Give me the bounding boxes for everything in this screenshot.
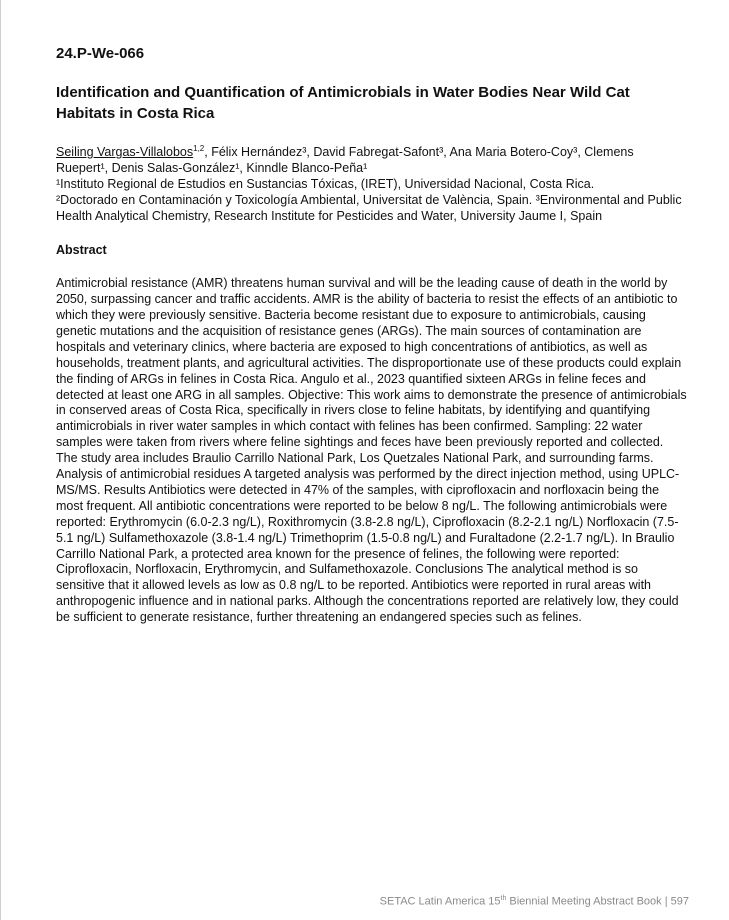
footer-book-title-rest: Biennial Meeting Abstract Book — [506, 895, 662, 908]
page-number: 597 — [670, 895, 689, 908]
presenting-author: Seiling Vargas-Villalobos — [56, 145, 194, 160]
footer-book-title: SETAC Latin America 15 — [379, 895, 501, 908]
coauthors: , Félix Hernández³, David Fabregat-Safont³, Ana Maria Botero-Coy³, Clemens Ruepert¹, Denis Salas-González¹, Kinndle Blanco-Peña¹ — [56, 145, 634, 176]
affiliation-line-2: ²Doctorado en Contaminación y Toxicología Ambiental, Universitat de València, Spain. ³Environmental and Public Health Analytical Chemistry, Research Institute for Pesticides and Water, University Jaume I, Spain — [56, 193, 682, 224]
affiliation-line-1: ¹Instituto Regional de Estudios en Sustancias Tóxicas, (IRET), Universidad Nacional, Costa Rica. — [56, 177, 595, 192]
abstract-body: Antimicrobial resistance (AMR) threatens human survival and will be the leading cause of death in the world by 2050, surpassing cancer and traffic accidents. AMR is the ability of bacteria to resist the effects of an antibiotic to which they were previously sensitive. Bacteria become resistant due to exposure to antimicrobials, causing genetic mutations and the acquisition of resistance genes (ARGs). The main sources of contamination are hospitals and veterinary clinics, where bacteria are exposed to high concentrations of antibiotics, as well as households, treatment plants, and agricultural activities. The disproportionate use of these products could explain the finding of ARGs in felines in Costa Rica. Angulo et al., 2023 quantified sixteen ARGs in feline feces and detected at least one ARG in all samples. Objective: This work aims to demonstrate the presence of antimicrobials in conserved areas of Costa Rica, specifically in rivers close to feline habitats, by identifying and quantifying antimicrobials in river water samples in which contact with felines has been confirmed. Sampling: 22 water samples were taken from rivers where feline sightings and feces have been previously reported and collected. The study area includes Braulio Carrillo National Park, Los Quetzales National Park, and surrounding farms. Analysis of antimicrobial residues A targeted analysis was performed by the direct injection method, using UPLC-MS/MS. Results Antibiotics were detected in 47% of the samples, with ciprofloxacin and norfloxacin being the most frequent. All antibiotic concentrations were reported to be below 8 ng/L. The following antimicrobials were reported: Erythromycin (6.0-2.3 ng/L), Roxithromycin (3.8-2.8 ng/L), Ciprofloxacin (8.2-2.1 ng/L) Norfloxacin (7.5-5.1 ng/L) Sulfamethoxazole (3.8-1.4 ng/L) Trimethoprim (1.5-0.8 ng/L) and Furaltadone (2.2-1.7 ng/L). In Braulio Carrillo National Park, a protected area known for the presence of felines, the following were reported: Ciprofloxacin, Norfloxacin, Erythromycin, and Sulfamethoxazole. Conclusions The analytical method is so sensitive that it allowed levels as low as 0.8 ng/L to be reported. Antibiotics were reported in rural areas with anthropogenic influence and in national parks. Although the concentrations reported are relatively low, they could be sufficient to generate resistance, further threatening an endangered species such as felines. — [56, 276, 687, 625]
footer-separator: | — [661, 895, 671, 908]
abstract-heading: Abstract — [56, 243, 107, 258]
author-list — [56, 141, 688, 176]
footer-superscript: th — [500, 895, 507, 902]
abstract-title: Identification and Quantification of Antimicrobials in Water Bodies Near Wild Cat Habitats in Costa Rica — [56, 84, 630, 122]
abstract-id: 24.P-We-066 — [56, 45, 145, 62]
abstract-page — [56, 44, 688, 626]
page-edge-rule — [0, 0, 1, 920]
presenter-affiliation-marks: 1,2 — [193, 144, 205, 153]
page-footer — [380, 892, 689, 909]
